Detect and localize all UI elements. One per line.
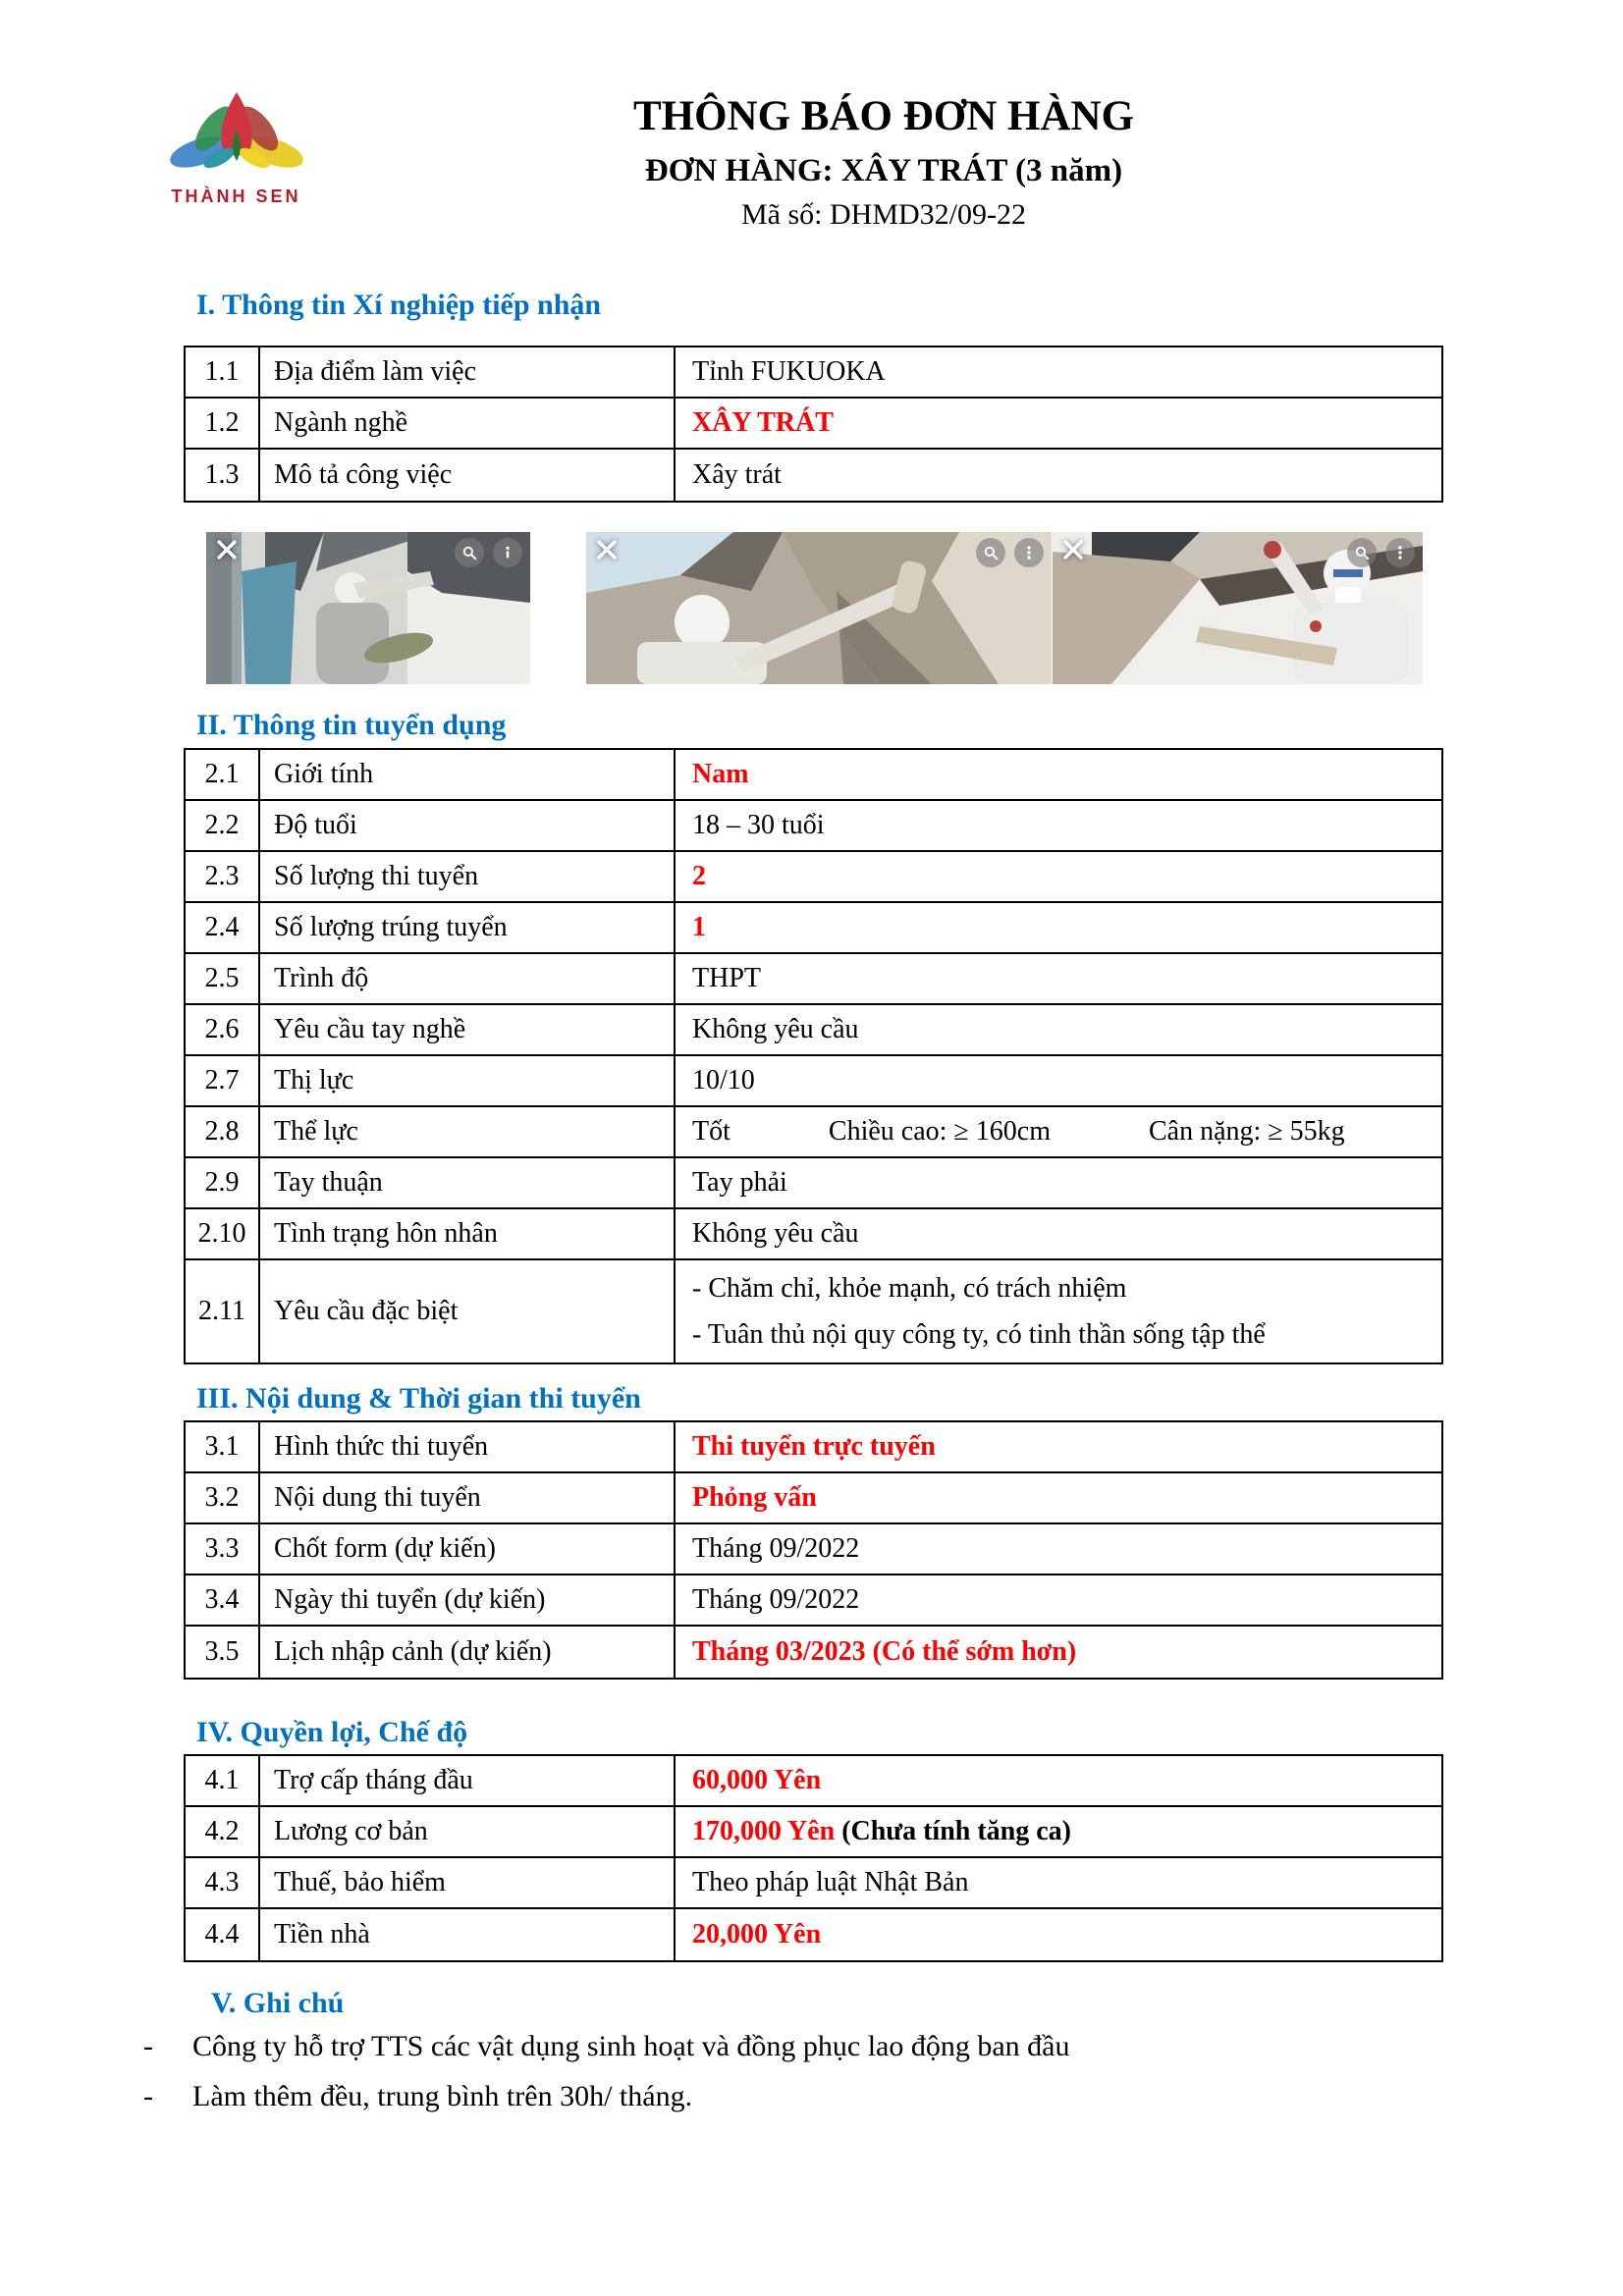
- exam-schedule-table: [184, 1420, 1443, 1680]
- more-icon[interactable]: [1014, 538, 1044, 567]
- row-number: 3.5: [186, 1627, 260, 1678]
- benefits-table: [184, 1754, 1443, 1962]
- value-part: Chiều cao: ≥ 160cm: [828, 1116, 1051, 1147]
- row-value: [676, 852, 1441, 901]
- row-label: Nội dung thi tuyển: [260, 1473, 676, 1522]
- section-heading-exam: III. Nội dung & Thời gian thi tuyển: [196, 1382, 641, 1415]
- section-heading-notes: V. Ghi chú: [211, 1987, 345, 2019]
- value-text: Không yêu cầu: [692, 1014, 859, 1044]
- row-value: [676, 1005, 1441, 1054]
- table-row: [186, 852, 1441, 903]
- row-label: Thị lực: [260, 1056, 676, 1105]
- photo-toolbar: [1347, 538, 1415, 567]
- row-number: 4.3: [186, 1858, 260, 1907]
- value-part: Tốt: [692, 1116, 730, 1147]
- lotus-logo-icon: [168, 90, 305, 181]
- row-number: 2.2: [186, 801, 260, 850]
- table-row: [186, 1627, 1441, 1678]
- row-label: Lương cơ bản: [260, 1807, 676, 1856]
- table-row: [186, 903, 1441, 954]
- table-row: [186, 1756, 1441, 1807]
- row-value: [676, 1909, 1441, 1960]
- note-text: Làm thêm đều, trung bình trên 30h/ tháng.: [192, 2080, 693, 2112]
- value-text: 60,000 Yên: [692, 1765, 822, 1795]
- note-text: Công ty hỗ trợ TTS các vật dụng sinh hoạt và đồng phục lao động ban đầu: [192, 2030, 1070, 2062]
- row-number: 2.4: [186, 903, 260, 952]
- page-title: THÔNG BÁO ĐƠN HÀNG: [632, 93, 1135, 139]
- photo-plastering-2[interactable]: [586, 532, 1052, 684]
- note-item: [137, 2030, 1512, 2080]
- table-row: [186, 750, 1441, 801]
- row-value: [676, 399, 1441, 448]
- row-value: [676, 1473, 1441, 1522]
- row-value: [676, 1260, 1441, 1362]
- row-number: 2.3: [186, 852, 260, 901]
- row-value: [676, 801, 1441, 850]
- row-number: 2.6: [186, 1005, 260, 1054]
- row-value: [676, 1627, 1441, 1678]
- row-label: Yêu cầu tay nghề: [260, 1005, 676, 1054]
- photo-toolbar: [976, 538, 1044, 567]
- company-logo: [155, 90, 317, 207]
- notes-list: [137, 2030, 1512, 2130]
- row-value: [676, 1858, 1441, 1907]
- section-heading-recruitment: II. Thông tin tuyển dụng: [196, 709, 507, 741]
- value-line: - Chăm chỉ, khỏe mạnh, có trách nhiệm: [692, 1273, 1127, 1304]
- value-text: 2: [692, 861, 706, 891]
- table-row: [186, 1056, 1441, 1107]
- table-row: [186, 1858, 1441, 1909]
- value-text: Không yêu cầu: [692, 1218, 859, 1249]
- order-subtitle: ĐƠN HÀNG: XÂY TRÁT (3 năm): [644, 153, 1123, 188]
- row-label: Tiền nhà: [260, 1909, 676, 1960]
- value-text: 10/10: [692, 1065, 755, 1095]
- row-label: Thể lực: [260, 1107, 676, 1156]
- table-row: [186, 1005, 1441, 1056]
- row-number: 1.2: [186, 399, 260, 448]
- row-number: 3.2: [186, 1473, 260, 1522]
- section-heading-benefits: IV. Quyền lợi, Chế độ: [196, 1716, 468, 1748]
- value-text: Tỉnh FUKUOKA: [692, 356, 886, 387]
- table-row: [186, 450, 1441, 501]
- row-value: [676, 1056, 1441, 1105]
- row-label: Chốt form (dự kiến): [260, 1524, 676, 1574]
- magnifier-icon[interactable]: [455, 538, 484, 567]
- table-row: [186, 399, 1441, 450]
- row-number: 2.9: [186, 1158, 260, 1207]
- close-icon[interactable]: [216, 539, 238, 561]
- value-text: Phỏng vấn: [692, 1482, 817, 1513]
- row-number: 2.7: [186, 1056, 260, 1105]
- value-text: Tháng 09/2022: [692, 1584, 860, 1615]
- value-text: THPT: [692, 963, 761, 993]
- row-number: 4.2: [186, 1807, 260, 1856]
- table-row: [186, 1158, 1441, 1209]
- photo-strip: [206, 532, 1424, 684]
- row-value: [676, 1107, 1441, 1156]
- value-part: Cân nặng: ≥ 55kg: [1148, 1116, 1345, 1147]
- row-value: [676, 1422, 1441, 1471]
- table-row: [186, 1575, 1441, 1627]
- table-row: [186, 1107, 1441, 1158]
- row-number: 2.1: [186, 750, 260, 799]
- row-number: 1.3: [186, 450, 260, 501]
- more-icon[interactable]: [1385, 538, 1415, 567]
- table-row: [186, 1260, 1441, 1362]
- row-number: 2.8: [186, 1107, 260, 1156]
- value-text: Tháng 03/2023 (Có thể sớm hơn): [692, 1636, 1077, 1667]
- row-number: 3.1: [186, 1422, 260, 1471]
- section-heading-company: I. Thông tin Xí nghiệp tiếp nhận: [196, 289, 602, 321]
- value-text: Tay phải: [692, 1167, 787, 1198]
- photo-plastering-1[interactable]: [206, 532, 530, 684]
- table-row: [186, 1209, 1441, 1260]
- value-text: Theo pháp luật Nhật Bản: [692, 1867, 969, 1897]
- value-text: Nam: [692, 759, 749, 789]
- row-label: Mô tả công việc: [260, 450, 676, 501]
- row-value: [676, 347, 1441, 397]
- note-item: [137, 2080, 1512, 2130]
- row-label: Thuế, bảo hiểm: [260, 1858, 676, 1907]
- close-icon[interactable]: [1062, 539, 1084, 561]
- row-label: Độ tuổi: [260, 801, 676, 850]
- row-value: [676, 1158, 1441, 1207]
- row-value: [676, 1575, 1441, 1625]
- document-header: [344, 92, 1424, 232]
- bullet-dash: -: [143, 2030, 153, 2062]
- row-value: [676, 1756, 1441, 1805]
- row-value: [676, 1807, 1441, 1856]
- row-label: Ngày thi tuyển (dự kiến): [260, 1575, 676, 1625]
- value-line: - Tuân thủ nội quy công ty, có tinh thần sống tập thể: [692, 1319, 1266, 1350]
- value-text: 20,000 Yên: [692, 1919, 822, 1949]
- value-part: 170,000 Yên: [692, 1816, 836, 1846]
- row-value: [676, 750, 1441, 799]
- table-row: [186, 347, 1441, 399]
- company-info-table: [184, 346, 1443, 503]
- bullet-dash: -: [143, 2080, 153, 2112]
- row-number: 2.10: [186, 1209, 260, 1258]
- value-text: Tháng 09/2022: [692, 1533, 860, 1564]
- row-label: Yêu cầu đặc biệt: [260, 1260, 676, 1362]
- row-value: [676, 1209, 1441, 1258]
- row-value: [676, 903, 1441, 952]
- value-text: Thi tuyển trực tuyến: [692, 1431, 936, 1462]
- table-row: [186, 954, 1441, 1005]
- row-number: 1.1: [186, 347, 260, 397]
- row-label: Tình trạng hôn nhân: [260, 1209, 676, 1258]
- row-label: Ngành nghề: [260, 399, 676, 448]
- table-row: [186, 1807, 1441, 1858]
- row-number: 3.4: [186, 1575, 260, 1625]
- row-label: Lịch nhập cảnh (dự kiến): [260, 1627, 676, 1678]
- recruitment-info-table: [184, 748, 1443, 1364]
- row-label: Trợ cấp tháng đầu: [260, 1756, 676, 1805]
- row-number: 4.1: [186, 1756, 260, 1805]
- close-icon[interactable]: [596, 539, 618, 561]
- row-number: 2.5: [186, 954, 260, 1003]
- value-text: 18 – 30 tuổi: [692, 810, 825, 840]
- row-label: Giới tính: [260, 750, 676, 799]
- magnifier-icon[interactable]: [976, 538, 1005, 567]
- row-label: Trình độ: [260, 954, 676, 1003]
- value-part: (Chưa tính tăng ca): [835, 1816, 1072, 1846]
- row-label: Địa điểm làm việc: [260, 347, 676, 397]
- info-icon[interactable]: [493, 538, 522, 567]
- value-text: Xây trát: [692, 459, 782, 490]
- row-value: [676, 954, 1441, 1003]
- row-number: 2.11: [186, 1260, 260, 1362]
- table-row: [186, 1909, 1441, 1960]
- row-value: [676, 450, 1441, 501]
- row-label: Hình thức thi tuyển: [260, 1422, 676, 1471]
- row-label: Số lượng thi tuyển: [260, 852, 676, 901]
- value-text: 1: [692, 912, 706, 942]
- value-text: XÂY TRÁT: [692, 407, 834, 438]
- table-row: [186, 1422, 1441, 1473]
- photo-toolbar: [455, 538, 522, 567]
- row-number: 4.4: [186, 1909, 260, 1960]
- magnifier-icon[interactable]: [1347, 538, 1377, 567]
- order-code: Mã số: DHMD32/09-22: [741, 198, 1026, 231]
- row-label: Tay thuận: [260, 1158, 676, 1207]
- logo-wordmark: THÀNH SEN: [171, 187, 301, 206]
- table-row: [186, 1524, 1441, 1575]
- row-value: [676, 1524, 1441, 1574]
- photo-plastering-3[interactable]: [1053, 532, 1423, 684]
- row-number: 3.3: [186, 1524, 260, 1574]
- table-row: [186, 1473, 1441, 1524]
- row-label: Số lượng trúng tuyển: [260, 903, 676, 952]
- table-row: [186, 801, 1441, 852]
